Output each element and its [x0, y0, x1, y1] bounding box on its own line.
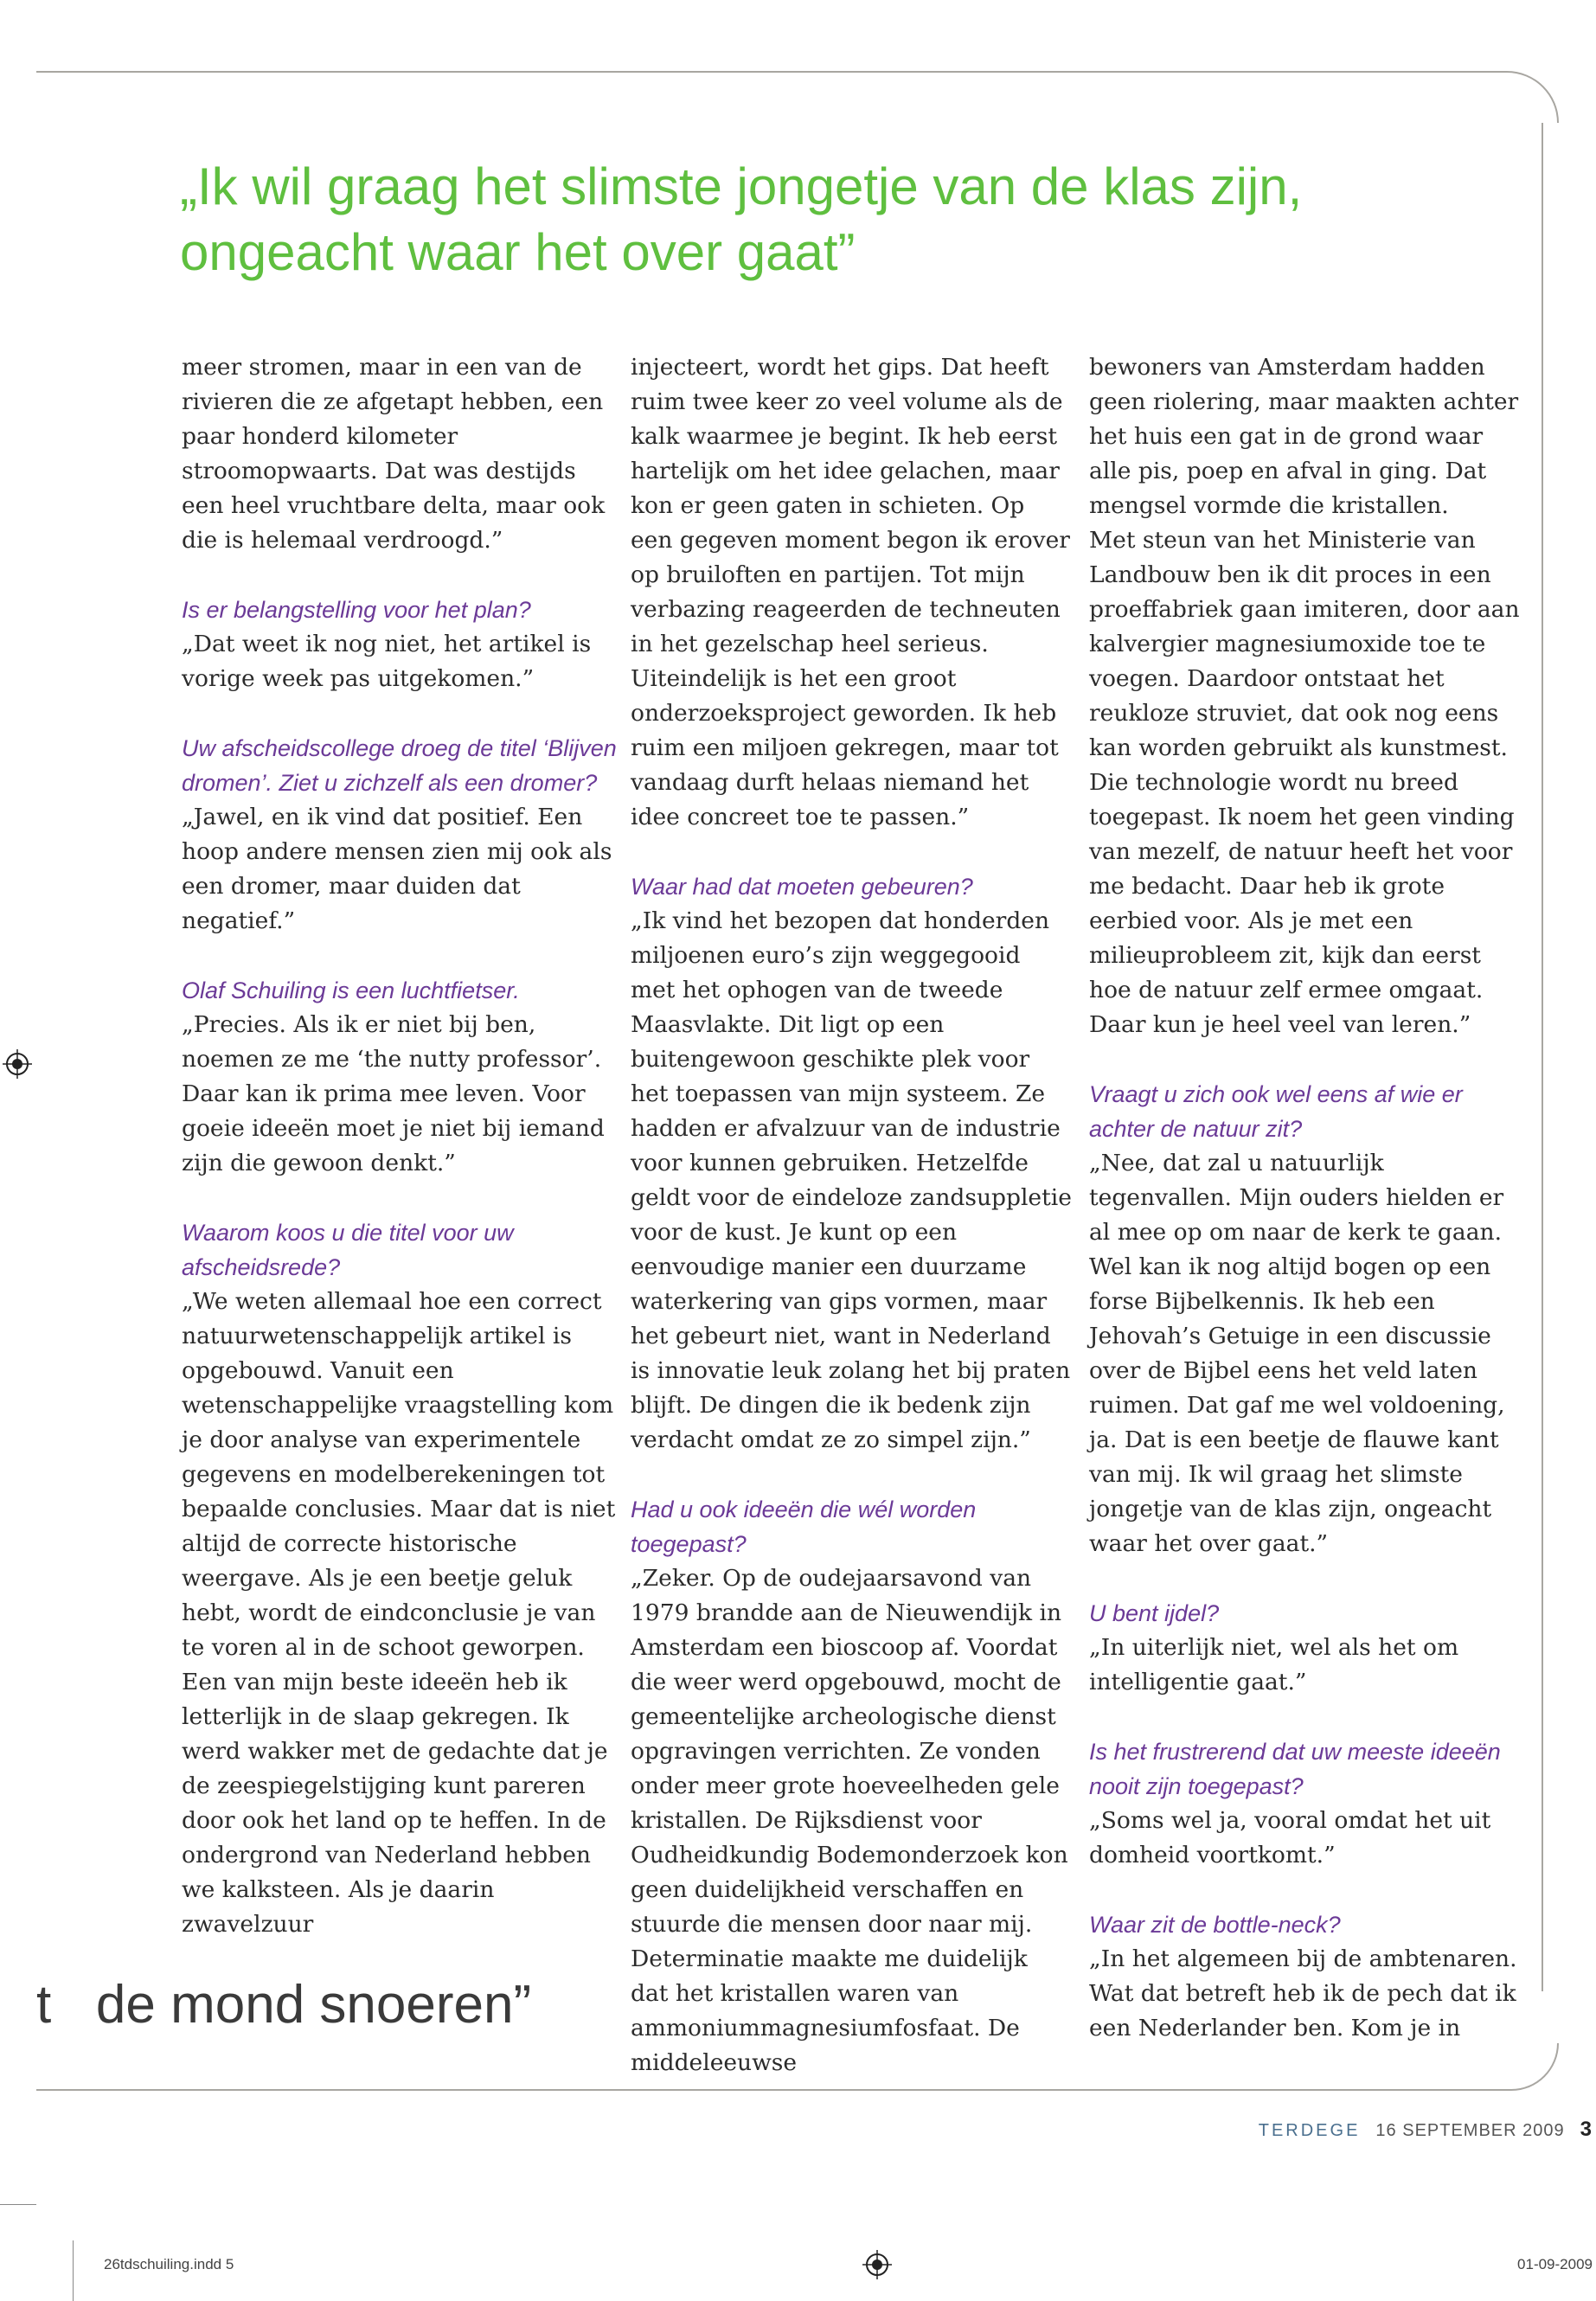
pull-quote-line-2: ongeacht waar het over gaat”: [180, 223, 856, 281]
interview-question: Is het frustrerend dat uw meeste ideeën nooit zijn toegepast?: [1089, 1739, 1501, 1799]
text-column-2: [631, 350, 1072, 2080]
pull-quote-line-1: „Ik wil graag het slimste jongetje van de klas zijn,: [180, 157, 1303, 215]
interview-question: Uw afscheidscollege droeg de titel ‘Blijven dromen’. Ziet u zichzelf als een dromer?: [182, 735, 617, 796]
page-footer: [1259, 2118, 1592, 2142]
pull-quote: [180, 154, 1434, 285]
body-paragraph: meer stromen, maar in een van de rivieren die ze afgetapt hebben, een paar honderd kilometer stroomopwaarts. Dat was destijds een heel vruchtbare delta, maar ook die is helemaal verdroogd.”: [182, 354, 606, 554]
body-paragraph: „Zeker. Op de oudejaarsavond van 1979 brandde aan de Nieuwendijk in Amsterdam een bioscoop af. Voordat die weer werd opgebouwd, mocht de gemeentelijke archeologische dienst opgravingen verrichten. Ze vonden onder meer grote hoeveelheden gele kristallen. De Rijksdienst voor Oudheidkundig Bodemonderzoek kon geen duidelijkheid verschaffen en stuurde die mensen door naar mij. Determinatie maakte me duidelijk dat het kristallen waren van ammoniummagnesiumfosfaat. De middeleeuwse: [631, 1565, 1068, 2076]
magazine-name: TERDEGE: [1258, 2121, 1361, 2140]
body-paragraph: „Dat weet ik nog niet, het artikel is vorige week pas uitgekomen.”: [182, 631, 592, 692]
interview-question: Is er belangstelling voor het plan?: [182, 597, 531, 623]
text-column-1: [182, 350, 623, 1942]
crop-mark: [0, 2204, 36, 2205]
body-paragraph: „Ik vind het bezopen dat honderden miljoenen euro’s zijn weggegooid met het ophogen van de tweede Maasvlakte. Dit ligt op een buitengewoon geschikte plek voor het toepassen van mijn systeem. Ze hadden er afvalzuur van de industrie voor kunnen gebruiken. Hetzelfde geldt voor de eindeloze zandsuppletie voor de kust. Je kunt op een eenvoudige manier een duurzame waterkering van gips vormen, maar het gebeurt niet, want in Nederland is innovatie leuk zolang het bij praten blijft. De dingen die ik bedenk zijn verdacht omdat ze zo simpel zijn.”: [631, 907, 1072, 1453]
body-paragraph: injecteert, wordt het gips. Dat heeft ruim twee keer zo veel volume als de kalk waarmee je begint. Ik heb eerst hartelijk om het idee gelachen, maar kon er geen gaten in schieten. Op een gegeven moment begon ik erover op bruiloften en partijen. Tot mijn verbazing reageerden de techneuten in het gezelschap heel serieus. Uiteindelijk is het een groot onderzoeksproject geworden. Ik heb ruim een miljoen gekregen, maar tot vandaag durft helaas niemand het idee concreet toe te passen.”: [631, 354, 1070, 830]
interview-question: Had u ook ideeën die wél worden toegepast?: [631, 1497, 977, 1557]
registration-mark-icon: [862, 2250, 892, 2279]
page-frame-top: [36, 71, 1559, 123]
body-paragraph: „Precies. Als ik er niet bij ben, noemen ze me ‘the nutty professor’. Daar kan ik prima mee leven. Voor goeie ideeën moet je niet bij iemand zijn die gewoon denkt.”: [182, 1011, 605, 1176]
interview-question: Waar zit de bottle-neck?: [1089, 1912, 1341, 1938]
slug-date: 01-09-2009: [1517, 2256, 1593, 2272]
interview-question: U bent ijdel?: [1089, 1600, 1220, 1626]
slug-filename: 26tdschuiling.indd 5: [104, 2256, 234, 2272]
interview-question: Olaf Schuiling is een luchtfietser.: [182, 977, 520, 1003]
registration-mark-icon: [3, 1049, 32, 1079]
crop-mark: [73, 2240, 74, 2301]
interview-question: Waarom koos u die titel voor uw afscheidsrede?: [182, 1220, 514, 1280]
interview-question: Waar had dat moeten gebeuren?: [631, 874, 973, 900]
body-paragraph: bewoners van Amsterdam hadden geen riolering, maar maakten achter het huis een gat in de grond waar alle pis, poep en afval in ging. Dat mengsel vormde die kristallen.: [1089, 354, 1519, 519]
interview-question: Vraagt u zich ook wel eens af wie er achter de natuur zit?: [1089, 1081, 1463, 1142]
text-column-3: [1089, 350, 1530, 2046]
page-frame-right: [1542, 123, 1543, 1991]
body-paragraph: „Jawel, en ik vind dat positief. Een hoop andere mensen zien mij ook als een dromer, maar duiden dat negatief.”: [182, 804, 612, 934]
body-paragraph: „Nee, dat zal u natuurlijk tegenvallen. Mijn ouders hielden er al mee op om naar de kerk te gaan. Wel kan ik nog altijd bogen op een forse Bijbelkennis. Ik heb een Jehovah’s Getuige in een discussie over de Bijbel eens het veld laten ruimen. Dat gaf me wel voldoening, ja. Dat is een beetje de flauwe kant van mij. Ik wil graag het slimste jongetje van de klas zijn, ongeacht waar het over gaat.”: [1089, 1150, 1505, 1557]
body-paragraph: Met steun van het Ministerie van Landbouw ben ik dit proces in een proeffabriek gaan imiteren, door aan kalvergier magnesiumoxide toe te voegen. Daardoor ontstaat het reukloze struviet, dat ook nog eens kan worden gebruikt als kunstmest. Die technologie wordt nu breed toegepast. Ik noem het geen vinding van mezelf, de natuur heeft het voor me bedacht. Daar heb ik grote eerbied voor. Als je met een milieuprobleem zit, kijk dan eerst hoe de natuur zelf ermee omgaat. Daar kun je heel veel van leren.”: [1089, 527, 1520, 1038]
spread-pull-quote-fragment: t de mond snoeren”: [36, 1975, 532, 2035]
body-paragraph: Een van mijn beste ideeën heb ik letterlijk in de slaap gekregen. Ik werd wakker met de gedachte dat je de zeespiegelstijging kunt pareren door ook het land op te heffen. In de ondergrond van Nederland hebben we kalksteen. Als je daarin zwavelzuur: [182, 1669, 608, 1938]
body-paragraph: „We weten allemaal hoe een correct natuurwetenschappelijk artikel is opgebouwd. Vanuit een wetenschappelijke vraagstelling kom je door analyse van experimentele gegevens en modelberekeningen tot bepaalde conclusies. Maar dat is niet altijd de correcte historische weergave. Als je een beetje geluk hebt, wordt de eindconclusie je van te voren al in de schoot geworpen.: [182, 1288, 616, 1661]
body-paragraph: „Soms wel ja, vooral omdat het uit domheid voortkomt.”: [1089, 1807, 1491, 1868]
page-number: 3: [1580, 2118, 1592, 2141]
body-paragraph: „In uiterlijk niet, wel als het om intelligentie gaat.”: [1089, 1634, 1459, 1695]
issue-date: 16 SEPTEMBER 2009: [1375, 2121, 1565, 2140]
body-paragraph: „In het algemeen bij de ambtenaren. Wat dat betreft heb ik de pech dat ik een Nederlander ben. Kom je in: [1089, 1945, 1517, 2041]
